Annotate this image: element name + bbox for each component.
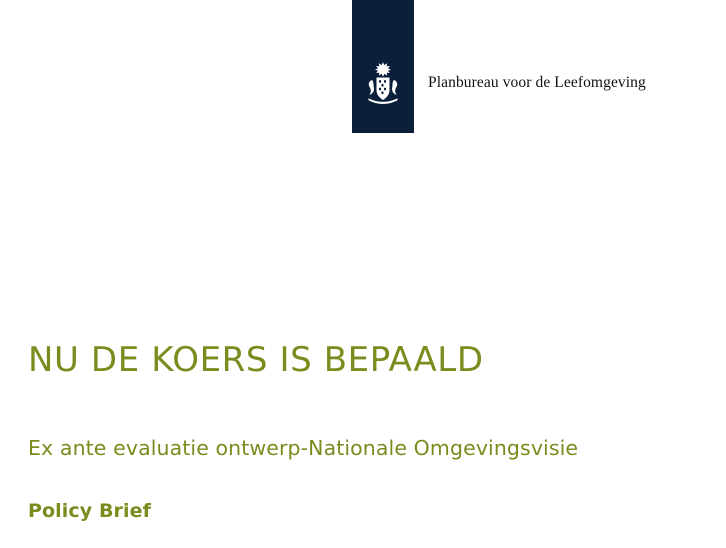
coat-of-arms-icon: [352, 60, 414, 106]
page-title: NU DE KOERS IS BEPAALD: [28, 340, 484, 380]
page-subtitle: Ex ante evaluatie ontwerp-Nationale Omgevingsvisie: [28, 436, 579, 460]
document-type-label: Policy Brief: [28, 500, 151, 522]
organisation-wordmark: Planbureau voor de Leefomgeving: [428, 74, 646, 91]
logo-block: [352, 0, 414, 133]
